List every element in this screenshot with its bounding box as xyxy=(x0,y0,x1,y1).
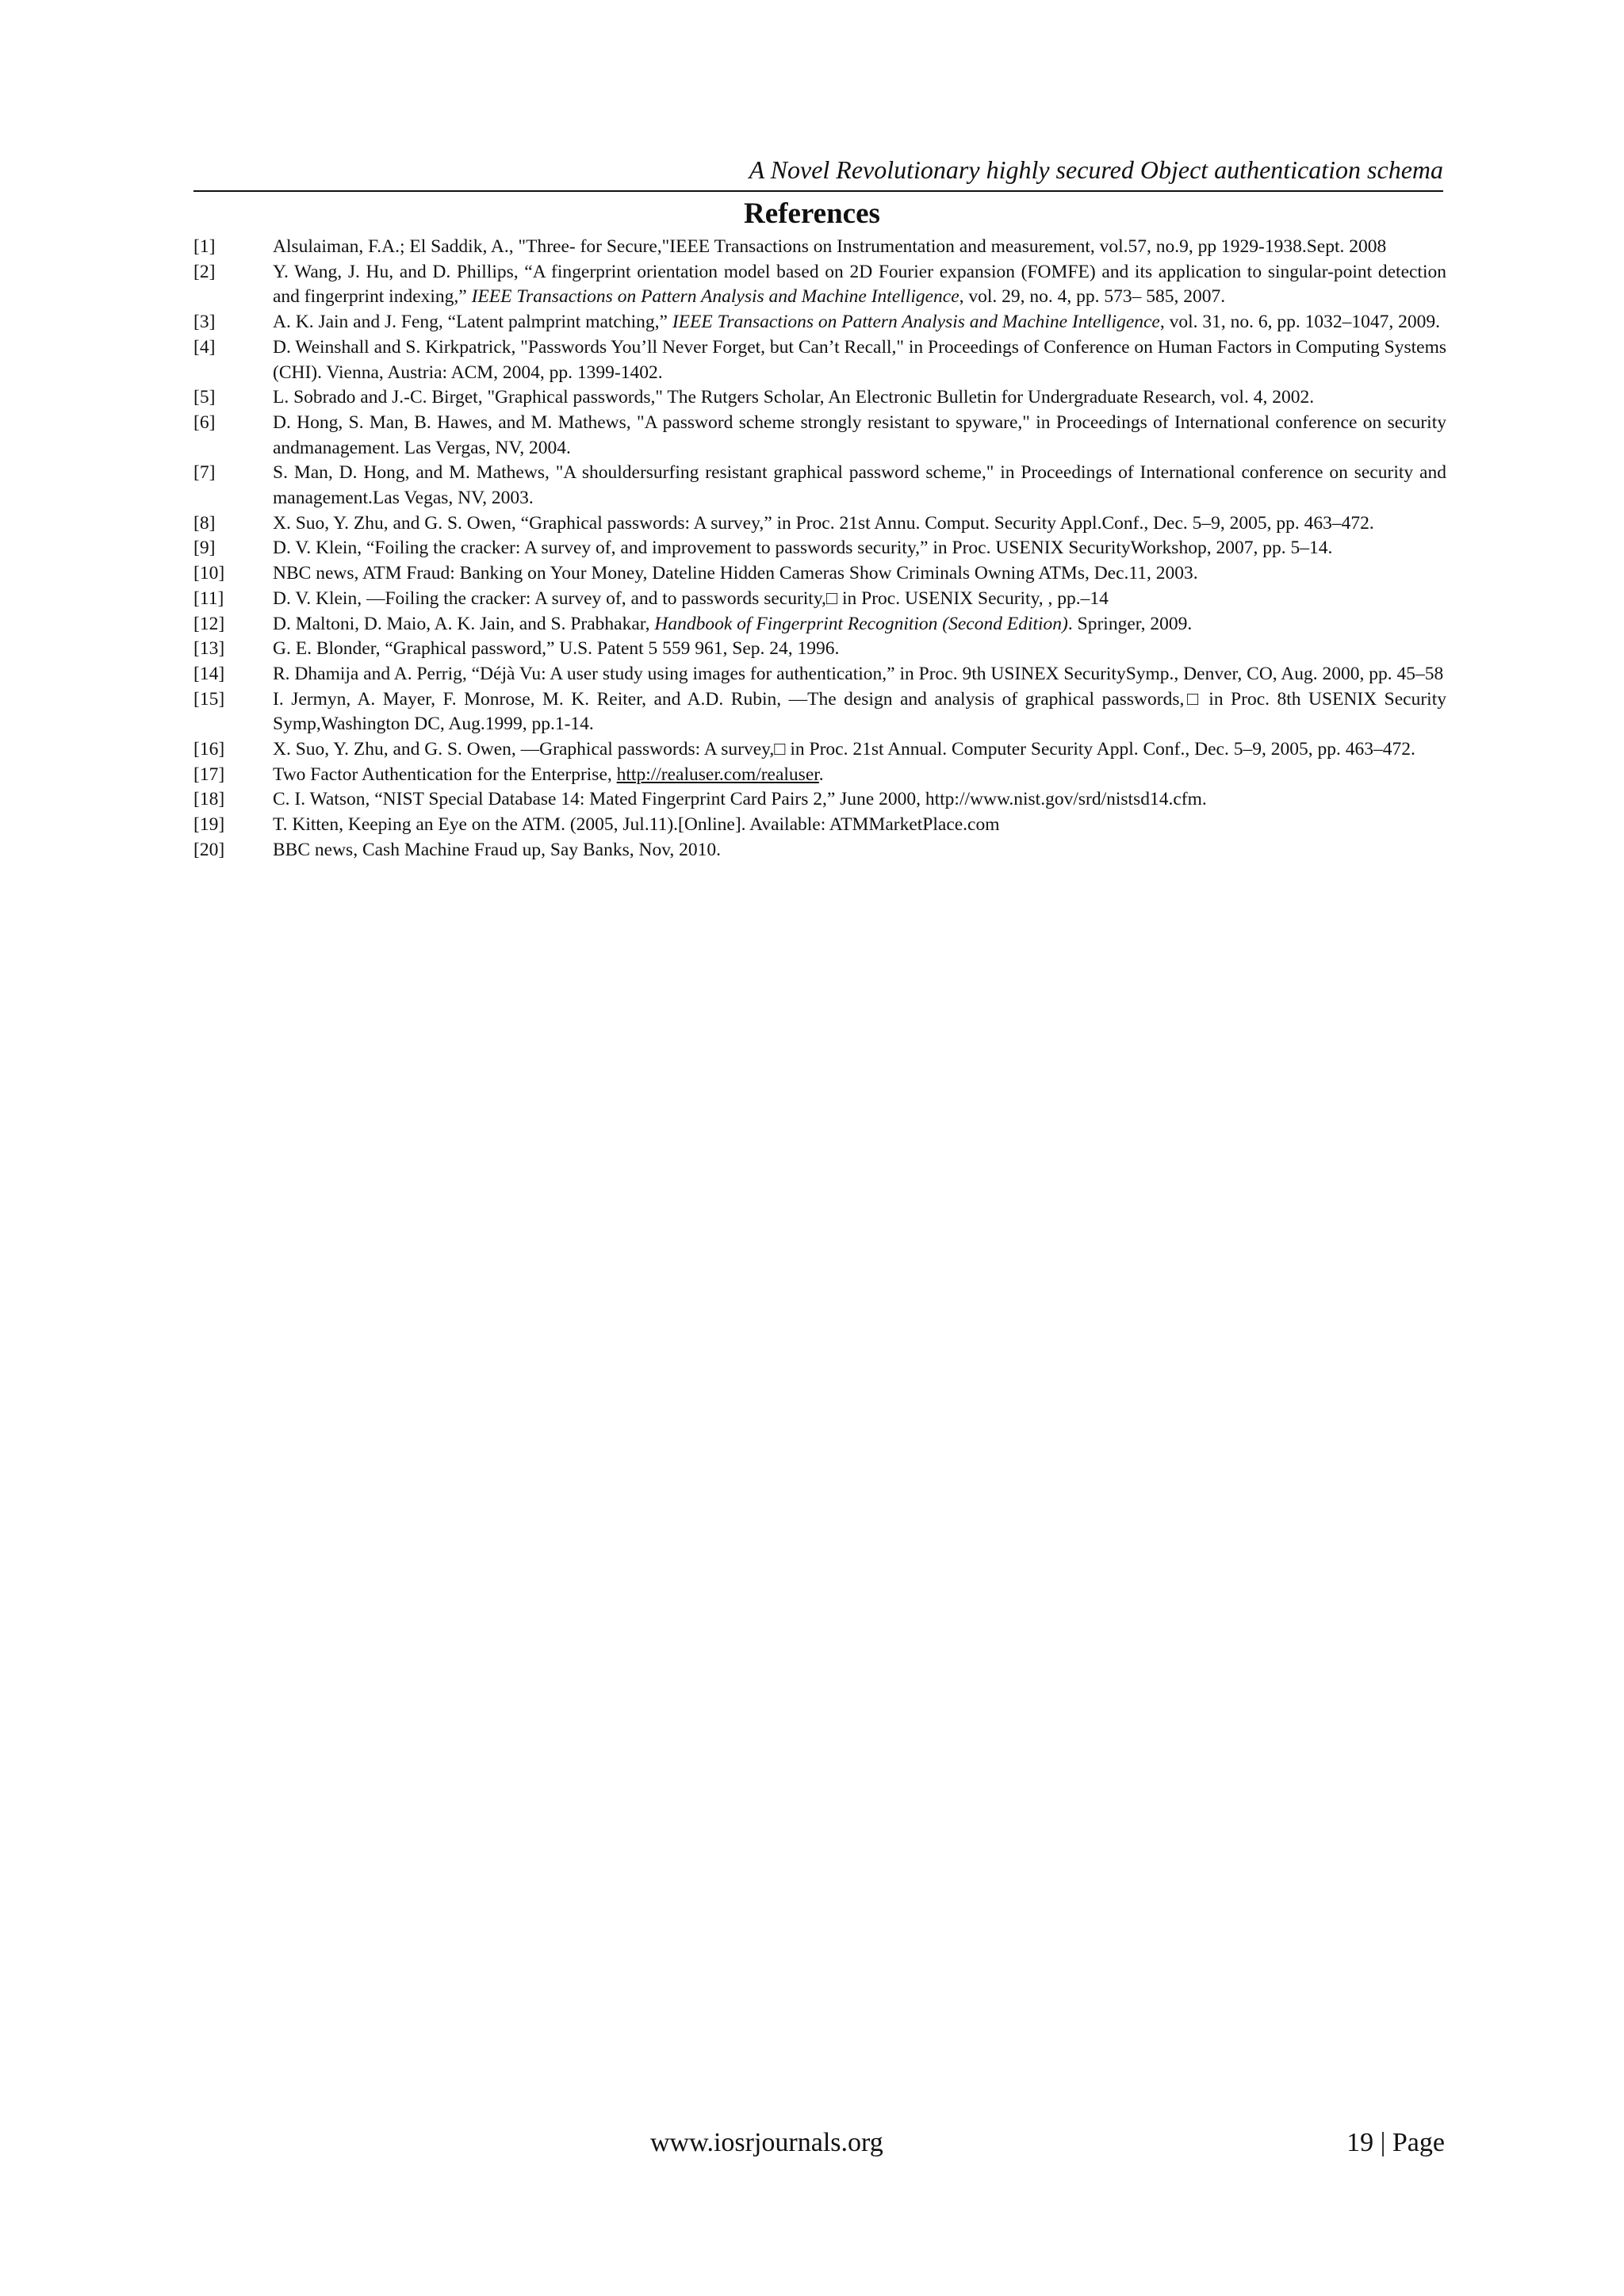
reference-text-segment: D. Weinshall and S. Kirkpatrick, "Passwords You’ll Never Forget, but Can’t Recall," in Proceedings of Conference on Human Factors in Computing Systems (CHI). Vienna, Austria: ACM, 2004, pp. 1399-1402. xyxy=(273,336,1446,383)
header-title: A Novel Revolutionary highly secured Object authentication schema xyxy=(749,155,1443,184)
reference-item xyxy=(193,662,1446,687)
reference-text-segment: L. Sobrado and J.-C. Birget, "Graphical passwords," The Rutgers Scholar, An Electronic Bulletin for Undergraduate Research, vol. 4, 2002. xyxy=(273,387,1315,408)
reference-text-segment: Two Factor Authentication for the Enterprise, xyxy=(273,763,617,785)
reference-text xyxy=(273,461,1446,511)
reference-number: [7] xyxy=(193,462,216,484)
footer-url: www.iosrjournals.org xyxy=(650,2128,883,2157)
reference-item xyxy=(193,536,1446,561)
section-title: References xyxy=(744,197,880,230)
reference-item xyxy=(193,813,1446,838)
reference-text-segment: D. V. Klein, ―Foiling the cracker: A survey of, and to passwords security,□ in Proc. USENIX Security, , pp.–14 xyxy=(273,587,1109,609)
reference-text-segment: X. Suo, Y. Zhu, and G. S. Owen, ―Graphical passwords: A survey,□ in Proc. 21st Annual. Computer Security Appl. Conf., Dec. 5–9, 2005, pp. 463–472. xyxy=(273,739,1415,760)
reference-item xyxy=(193,687,1446,737)
reference-item xyxy=(193,461,1446,511)
reference-text xyxy=(273,737,1446,763)
reference-text-segment: Alsulaiman, F.A.; El Saddik, A., "Three- for Secure,"IEEE Transactions on Instrumentation and measurement, vol.57, no.9, pp 1929-1938.Sept. 2008 xyxy=(273,236,1387,257)
reference-journal-title: Handbook of Fingerprint Recognition (Second Edition) xyxy=(654,613,1068,634)
running-header xyxy=(193,152,1443,192)
reference-number: [16] xyxy=(193,739,225,760)
reference-text xyxy=(273,813,1446,838)
reference-text xyxy=(273,235,1446,260)
reference-item xyxy=(193,587,1446,612)
reference-number: [15] xyxy=(193,688,225,710)
reference-item xyxy=(193,838,1446,863)
reference-item xyxy=(193,561,1446,587)
reference-text xyxy=(273,310,1446,335)
reference-text xyxy=(273,335,1446,385)
reference-text-segment: R. Dhamija and A. Perrig, “Déjà Vu: A user study using images for authentication,” in Proc. 9th USINEX SecuritySymp., Denver, CO, Aug. 2000, pp. 45–58 xyxy=(273,663,1444,684)
reference-item xyxy=(193,511,1446,537)
reference-item xyxy=(193,310,1446,335)
reference-link[interactable]: http://realuser.com/realuser xyxy=(616,763,819,785)
reference-text-segment: T. Kitten, Keeping an Eye on the ATM. (2005, Jul.11).[Online]. Available: ATMMarketPlace.com xyxy=(273,814,1000,836)
reference-text-segment: A. K. Jain and J. Feng, “Latent palmprint matching,” xyxy=(273,312,672,333)
reference-item xyxy=(193,612,1446,637)
reference-item xyxy=(193,385,1446,411)
reference-text xyxy=(273,787,1446,813)
reference-list xyxy=(193,235,1446,863)
reference-number: [8] xyxy=(193,512,216,534)
reference-text xyxy=(273,838,1446,863)
reference-text xyxy=(273,763,1446,788)
reference-text-segment: NBC news, ATM Fraud: Banking on Your Money, Dateline Hidden Cameras Show Criminals Owning ATMs, Dec.11, 2003. xyxy=(273,563,1198,584)
reference-item xyxy=(193,235,1446,260)
reference-item xyxy=(193,335,1446,385)
reference-item xyxy=(193,260,1446,310)
reference-journal-title: IEEE Transactions on Pattern Analysis and Machine Intelligence xyxy=(471,286,959,308)
reference-item xyxy=(193,787,1446,813)
reference-text xyxy=(273,561,1446,587)
reference-number: [6] xyxy=(193,411,216,433)
reference-text xyxy=(273,260,1446,310)
reference-text xyxy=(273,587,1446,612)
reference-number: [13] xyxy=(193,638,225,660)
reference-number: [10] xyxy=(193,563,225,584)
reference-text xyxy=(273,612,1446,637)
reference-text-segment: D. V. Klein, “Foiling the cracker: A survey of, and improvement to passwords security,” in Proc. USENIX SecurityWorkshop, 2007, pp. 5–14. xyxy=(273,538,1333,559)
reference-text xyxy=(273,385,1446,411)
reference-number: [4] xyxy=(193,336,216,358)
reference-item xyxy=(193,637,1446,662)
reference-journal-title: IEEE Transactions on Pattern Analysis and Machine Intelligence xyxy=(672,312,1160,333)
reference-text xyxy=(273,637,1446,662)
reference-item xyxy=(193,411,1446,461)
reference-text-segment: G. E. Blonder, “Graphical password,” U.S. Patent 5 559 961, Sep. 24, 1996. xyxy=(273,638,840,660)
reference-text xyxy=(273,411,1446,461)
reference-text-segment: C. I. Watson, “NIST Special Database 14: Mated Fingerprint Card Pairs 2,” June 2000, http://www.nist.gov/srd/nistsd14.cfm. xyxy=(273,789,1207,810)
reference-text-segment: Y. Wang, J. Hu, and D. Phillips, “A fingerprint orientation model based on 2D Fourier expansion (FOMFE) and its application to singular-point detection and fingerprint indexing,” xyxy=(273,261,1446,308)
reference-text-segment: BBC news, Cash Machine Fraud up, Say Banks, Nov, 2010. xyxy=(273,839,722,860)
reference-item xyxy=(193,763,1446,788)
reference-text-segment: , vol. 31, no. 6, pp. 1032–1047, 2009. xyxy=(1159,312,1441,333)
reference-number: [17] xyxy=(193,763,225,785)
reference-number: [20] xyxy=(193,839,225,860)
reference-number: [3] xyxy=(193,312,216,333)
reference-number: [1] xyxy=(193,236,216,257)
reference-text xyxy=(273,511,1446,537)
reference-text xyxy=(273,687,1446,737)
reference-number: [2] xyxy=(193,261,216,282)
reference-number: [5] xyxy=(193,387,216,408)
reference-number: [9] xyxy=(193,538,216,559)
reference-item xyxy=(193,737,1446,763)
reference-text-segment: . Springer, 2009. xyxy=(1067,613,1193,634)
reference-text-segment: D. Maltoni, D. Maio, A. K. Jain, and S. Prabhakar, xyxy=(273,613,655,634)
footer-page-number: 19 | Page xyxy=(1346,2128,1445,2157)
reference-number: [18] xyxy=(193,789,225,810)
reference-text-segment: D. Hong, S. Man, B. Hawes, and M. Mathews, "A password scheme strongly resistant to spyware," in Proceedings of International conference on security andmanagement. Las Vergas, NV, 2004. xyxy=(273,411,1446,458)
reference-text xyxy=(273,662,1446,687)
reference-number: [11] xyxy=(193,587,224,609)
reference-number: [12] xyxy=(193,613,225,634)
reference-text-segment: , vol. 29, no. 4, pp. 573– 585, 2007. xyxy=(959,286,1226,308)
reference-text-segment: . xyxy=(818,763,824,785)
reference-text-segment: S. Man, D. Hong, and M. Mathews, "A shouldersurfing resistant graphical password scheme," in Proceedings of International conference on security and management.Las Vegas, NV, 2003. xyxy=(273,462,1446,509)
reference-text-segment: I. Jermyn, A. Mayer, F. Monrose, M. K. Reiter, and A.D. Rubin, ―The design and analysis of graphical passwords,□ in Proc. 8th USENIX Security Symp,Washington DC, Aug.1999, pp.1-14. xyxy=(273,688,1446,735)
reference-text xyxy=(273,536,1446,561)
reference-text-segment: X. Suo, Y. Zhu, and G. S. Owen, “Graphical passwords: A survey,” in Proc. 21st Annu. Comput. Security Appl.Conf., Dec. 5–9, 2005, pp. 463–472. xyxy=(273,512,1374,534)
reference-number: [19] xyxy=(193,814,225,836)
reference-number: [14] xyxy=(193,663,225,684)
